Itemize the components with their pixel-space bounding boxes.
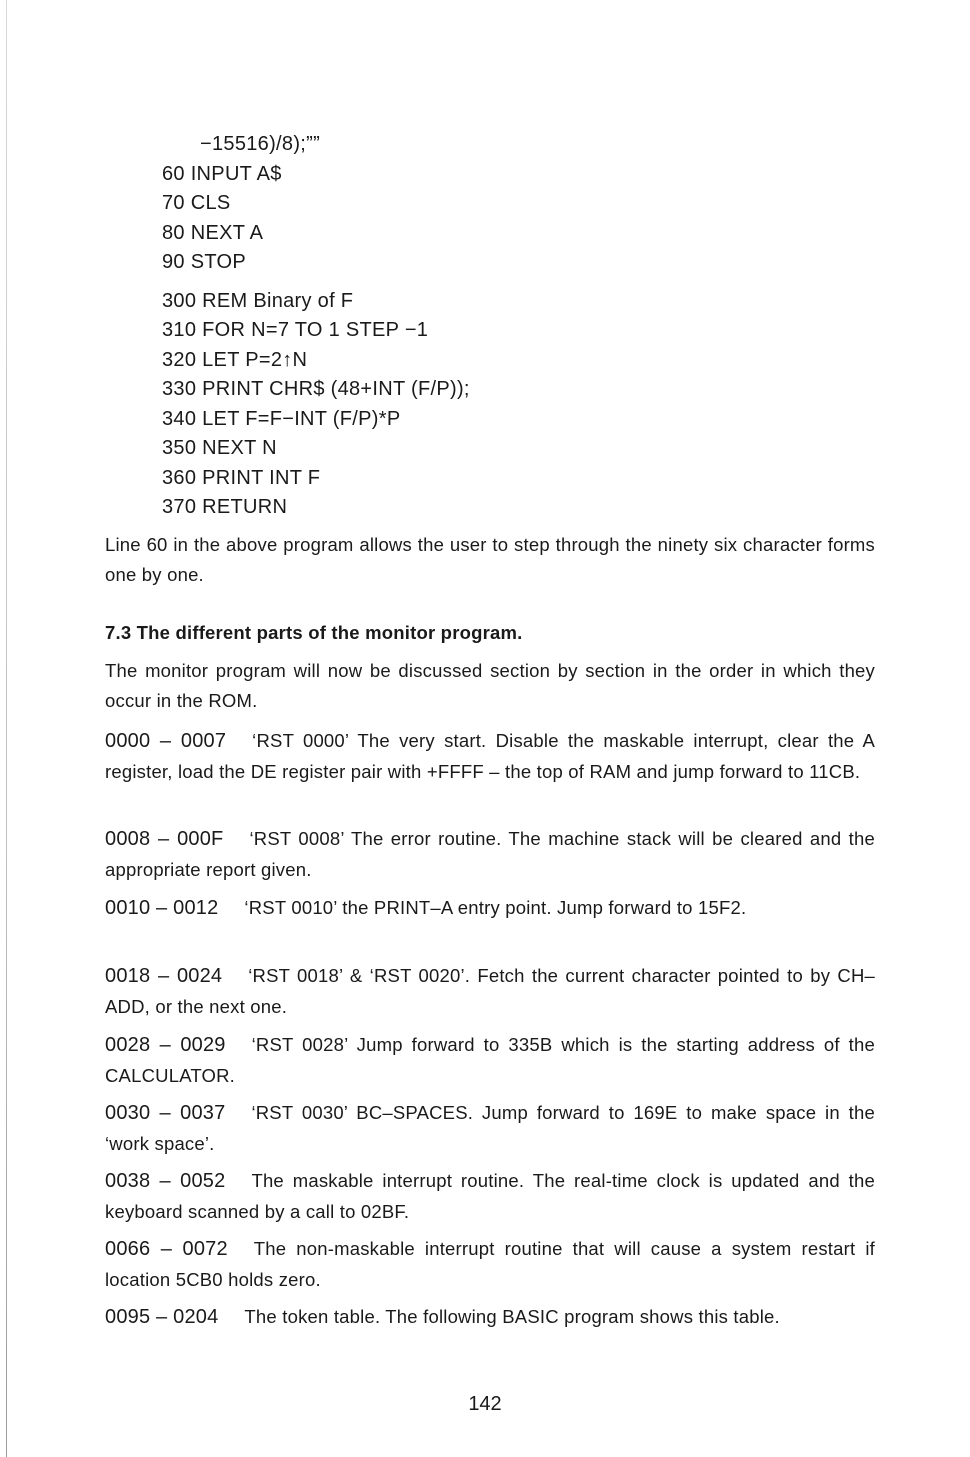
entry-0000 [105, 726, 875, 786]
address-range: 0030 – 0037 [105, 1102, 226, 1124]
entry-description: The non-maskable interrupt routine that will cause a system restart if location 5CB0 holds zero. [105, 1238, 876, 1290]
code-line: −15516)/8);”” [200, 133, 321, 155]
entry-0066 [105, 1234, 875, 1294]
entry-0095 [105, 1302, 875, 1333]
address-range: 0000 – 0007 [105, 730, 227, 752]
entry-description: ‘RST 0010’ the PRINT–A entry point. Jump forward to 15F2. [244, 897, 747, 918]
code-line: 340 LET F=F−INT (F/P)*P [162, 407, 401, 430]
code-line: 70 CLS [162, 192, 231, 214]
entry-0010 [105, 893, 875, 924]
basic-listing [162, 130, 470, 523]
address-range: 0008 – 000F [105, 828, 224, 850]
section-intro: The monitor program will now be discussed section by section in the order in which they occur in the ROM. [105, 660, 875, 711]
address-range: 0028 – 0029 [105, 1034, 226, 1056]
entry-0038 [105, 1166, 875, 1226]
entry-description: ‘RST 0028’ Jump forward to 335B which is the starting address of the CALCULATOR. [105, 1034, 876, 1086]
code-line: 320 LET P=2↑N [162, 348, 308, 371]
section-intro-block [105, 656, 875, 715]
address-range: 0066 – 0072 [105, 1238, 228, 1260]
address-range: 0018 – 0024 [105, 965, 223, 987]
page-number: 142 [468, 1393, 502, 1415]
code-line: 300 REM Binary of F [162, 289, 354, 312]
intro-paragraph: Line 60 in the above program allows the user to step through the ninety six character forms one by one. [105, 534, 875, 585]
code-line: 90 STOP [162, 251, 246, 273]
entry-0008 [105, 824, 875, 884]
page-edge [6, 0, 7, 1457]
code-line: 330 PRINT CHR$ (48+INT (F/P)); [162, 378, 470, 400]
address-range: 0010 – 0012 [105, 897, 219, 919]
code-line: 360 PRINT INT F [162, 466, 321, 489]
code-line: 80 NEXT A [162, 221, 264, 244]
entry-description: The maskable interrupt routine. The real-time clock is updated and the keyboard scanned by a call to 02BF. [105, 1170, 875, 1222]
section-heading-block [105, 618, 875, 648]
section-heading: 7.3 The different parts of the monitor program. [105, 622, 523, 643]
entry-description: ‘RST 0000’ The very start. Disable the maskable interrupt, clear the A register, load the DE register pair with +FFFF – the top of RAM and jump forward to 11CB. [105, 730, 875, 782]
entry-description: The token table. The following BASIC program shows this table. [244, 1306, 780, 1327]
entry-0018 [105, 961, 875, 1021]
code-line: 60 INPUT A$ [162, 162, 282, 185]
intro-block [105, 530, 875, 589]
entry-0030 [105, 1098, 875, 1158]
address-range: 0038 – 0052 [105, 1170, 226, 1192]
code-line: 370 RETURN [162, 496, 288, 518]
entry-description: ‘RST 0030’ BC–SPACES. Jump forward to 169E to make space in the ‘work space’. [105, 1102, 875, 1154]
address-range: 0095 – 0204 [105, 1306, 219, 1328]
entry-description: ‘RST 0008’ The error routine. The machine stack will be cleared and the appropriate report given. [105, 828, 875, 880]
entry-0028 [105, 1030, 875, 1090]
entry-description: ‘RST 0018’ & ‘RST 0020’. Fetch the current character pointed to by CH–ADD, or the next one. [105, 965, 876, 1017]
code-line: 350 NEXT N [162, 437, 277, 459]
code-line: 310 FOR N=7 TO 1 STEP −1 [162, 319, 429, 341]
